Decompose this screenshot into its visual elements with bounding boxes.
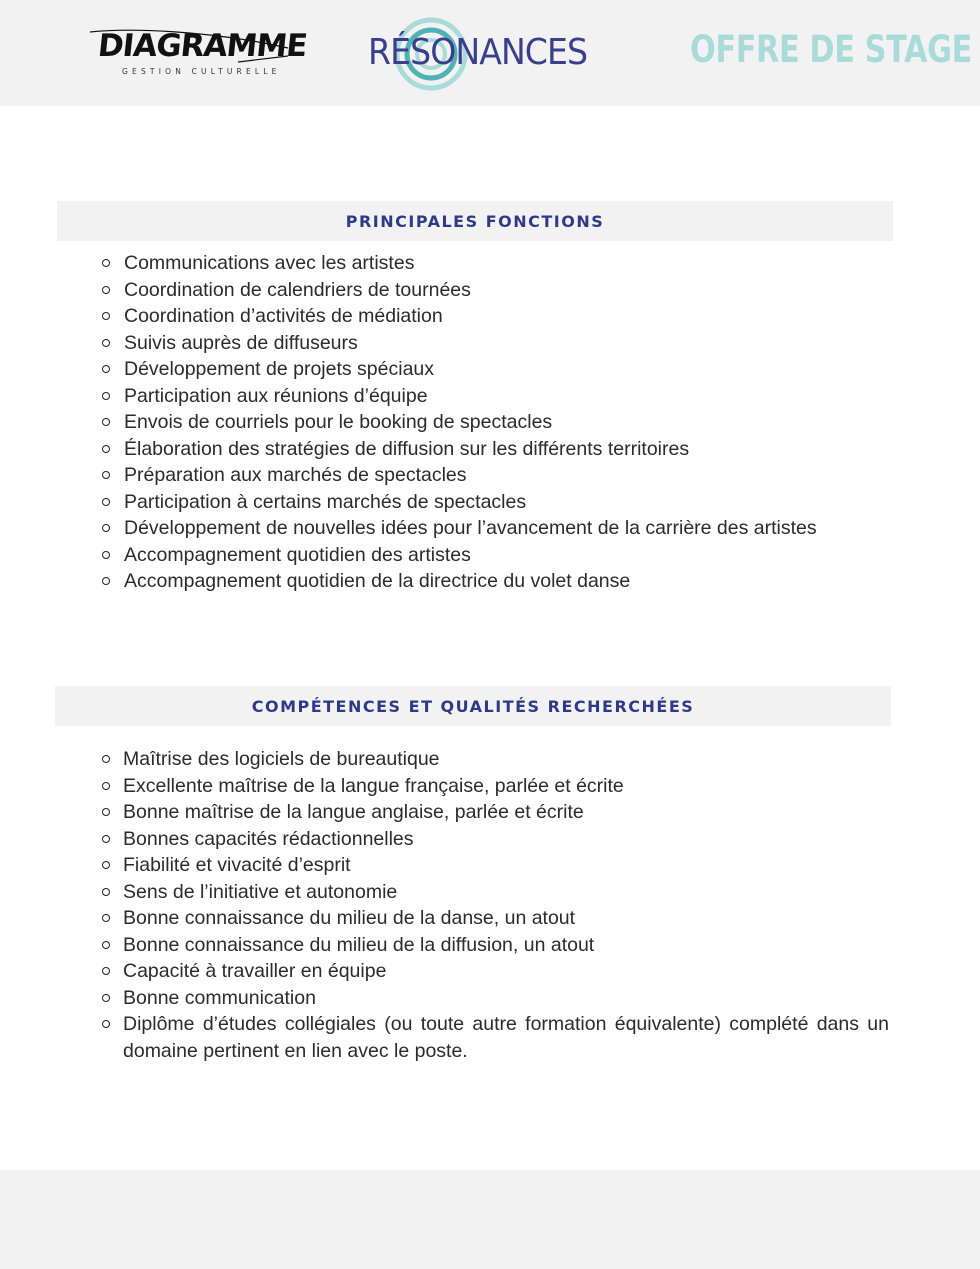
circle-bullet-icon <box>102 418 110 426</box>
list-item <box>123 826 889 853</box>
page-title: OFFRE DE STAGE <box>690 28 972 71</box>
list-item-text: Capacité à travailler en équipe <box>123 960 387 982</box>
list-item <box>124 462 817 489</box>
list-item-text: Communications avec les artistes <box>124 252 415 274</box>
circle-bullet-icon <box>102 782 110 790</box>
circle-bullet-icon <box>102 888 110 896</box>
circle-bullet-icon <box>102 1020 110 1028</box>
circle-bullet-icon <box>102 808 110 816</box>
list-item-text: Maîtrise des logiciels de bureautique <box>123 748 440 770</box>
list-item-text: Accompagnement quotidien de la directrice du volet danse <box>124 570 631 592</box>
list-item-text: Préparation aux marchés de spectacles <box>124 464 467 486</box>
list-item <box>123 958 889 985</box>
section-heading-fonctions: PRINCIPALES FONCTIONS <box>57 201 893 241</box>
list-item <box>123 905 889 932</box>
list-item-text: Participation aux réunions d’équipe <box>124 384 428 407</box>
circle-bullet-icon <box>102 524 110 532</box>
list-item <box>124 277 817 304</box>
circle-bullet-icon <box>102 861 110 869</box>
fonctions-list <box>124 250 817 595</box>
list-item-text: Participation à certains marchés de spectacles <box>124 490 527 513</box>
circle-bullet-icon <box>102 577 110 585</box>
circle-bullet-icon <box>102 941 110 949</box>
list-item <box>124 330 817 357</box>
footer-band <box>0 1170 980 1269</box>
circle-bullet-icon <box>102 498 110 506</box>
list-item <box>123 1011 889 1064</box>
circle-bullet-icon <box>102 835 110 843</box>
list-item-text: Coordination d’activités de médiation <box>124 305 443 327</box>
circle-bullet-icon <box>102 259 110 267</box>
list-item <box>123 852 889 879</box>
circle-bullet-icon <box>102 551 110 559</box>
list-item <box>123 746 889 773</box>
list-item <box>124 303 817 330</box>
list-item <box>124 436 817 463</box>
diagramme-logo-tagline: GESTION CULTURELLE <box>122 67 281 76</box>
competences-list <box>123 746 889 1064</box>
list-item-text: Bonne connaissance du milieu de la danse, un atout <box>123 907 576 929</box>
list-item-text: Envois de courriels pour le booking de spectacles <box>124 411 553 433</box>
circle-bullet-icon <box>102 339 110 347</box>
list-item-text: Bonne connaissance du milieu de la diffusion, un atout <box>123 933 595 956</box>
list-item <box>124 489 817 516</box>
list-item-text: Excellente maîtrise de la langue française, parlée et écrite <box>123 774 624 797</box>
circle-bullet-icon <box>102 471 110 479</box>
circle-bullet-icon <box>102 312 110 320</box>
list-item <box>123 985 889 1012</box>
circle-bullet-icon <box>102 967 110 975</box>
list-item-text: Coordination de calendriers de tournées <box>124 278 471 301</box>
list-item <box>124 250 817 277</box>
list-item <box>124 409 817 436</box>
list-item <box>124 515 817 542</box>
list-item <box>124 542 817 569</box>
resonances-logo <box>368 14 588 94</box>
list-item-text: Sens de l’initiative et autonomie <box>123 880 398 903</box>
circle-bullet-icon <box>102 392 110 400</box>
list-item <box>123 773 889 800</box>
list-item-text: Accompagnement quotidien des artistes <box>124 543 471 566</box>
list-item <box>123 932 889 959</box>
list-item-text: Bonnes capacités rédactionnelles <box>123 827 414 850</box>
resonances-logo-text: RÉSONANCES <box>368 32 588 73</box>
list-item-text: Bonne maîtrise de la langue anglaise, parlée et écrite <box>123 801 584 823</box>
circle-bullet-icon <box>102 365 110 373</box>
list-item-text: Développement de nouvelles idées pour l’avancement de la carrière des artistes <box>124 517 817 539</box>
circle-bullet-icon <box>102 994 110 1002</box>
diagramme-logo <box>88 26 309 82</box>
list-item-text: Suivis auprès de diffuseurs <box>124 331 358 354</box>
diagramme-logo-text: DIAGRAMME <box>96 28 309 64</box>
list-item-text: Développement de projets spéciaux <box>124 358 435 380</box>
list-item <box>124 356 817 383</box>
list-item <box>124 568 817 595</box>
circle-bullet-icon <box>102 445 110 453</box>
list-item-text: Fiabilité et vivacité d’esprit <box>123 854 351 876</box>
list-item <box>124 383 817 410</box>
list-item <box>123 879 889 906</box>
circle-bullet-icon <box>102 755 110 763</box>
section-heading-competences: COMPÉTENCES ET QUALITÉS RECHERCHÉES <box>55 686 891 726</box>
circle-bullet-icon <box>102 914 110 922</box>
header-band <box>0 0 980 106</box>
list-item <box>123 799 889 826</box>
circle-bullet-icon <box>102 286 110 294</box>
list-item-text: Élaboration des stratégies de diffusion sur les différents territoires <box>124 437 690 460</box>
list-item-text: Diplôme d’études collégiales (ou toute autre formation équivalente) complété dans un domaine pertinent en lien avec le poste. <box>123 1013 889 1062</box>
list-item-text: Bonne communication <box>123 986 316 1009</box>
